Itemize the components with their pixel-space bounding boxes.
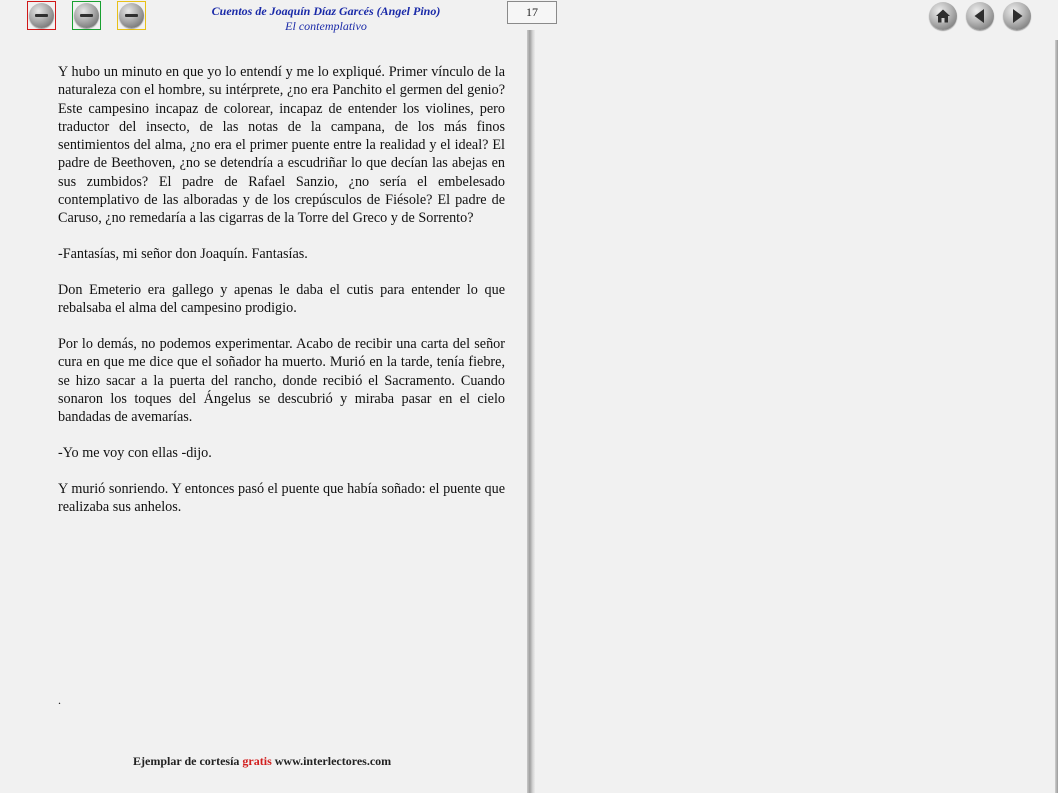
home-icon <box>929 2 957 30</box>
minus-icon <box>29 3 54 28</box>
footer-url[interactable]: www.interlectores.com <box>274 754 392 768</box>
previous-page-icon <box>966 2 994 30</box>
zoom-button[interactable] <box>117 1 146 30</box>
page-divider <box>527 30 535 793</box>
minimize-button[interactable] <box>72 1 101 30</box>
paragraph: Y hubo un minuto en que yo lo entendí y me lo expliqué. Primer vínculo de la naturaleza con el hombre, su intérprete, ¿no era Panchito el germen del genio? Este campesino incapaz de colorear, incapaz de entender los violines, pero traductor del insecto, de las notas de la campana, de los más finos sentimientos del alma, ¿no era el primer puente entre la realidad y el ideal? El padre de Beethoven, ¿no se detendría a escudriñar lo que decían las abejas en sus zumbidos? El padre de Rafael Sanzio, ¿no sería el embelesado contemplativo de las alboradas y de los crepúsculos de Fiésole? El padre de Caruso, ¿no remedaría a las cigarras de la Torre del Greco y de Sorrento? <box>58 64 505 227</box>
home-button[interactable] <box>929 2 957 30</box>
paragraph: -Yo me voy con ellas -dijo. <box>58 445 212 462</box>
story-text <box>58 63 505 534</box>
footer <box>133 754 391 769</box>
document-header <box>150 4 502 34</box>
footer-prefix: Ejemplar de cortesía <box>133 754 240 768</box>
next-page-button[interactable] <box>1003 2 1031 30</box>
minus-icon <box>119 3 144 28</box>
book-title: Cuentos de Joaquín Díaz Garcés (Angel Pino) <box>211 4 441 18</box>
next-page-icon <box>1003 2 1031 30</box>
minus-icon <box>74 3 99 28</box>
paragraph: -Fantasías, mi señor don Joaquín. Fantasías. <box>58 246 308 263</box>
previous-page-button[interactable] <box>966 2 994 30</box>
close-button[interactable] <box>27 1 56 30</box>
paragraph: Por lo demás, no podemos experimentar. Acabo de recibir una carta del señor cura en que me dice que el soñador ha muerto. Murió en la tarde, tenía fiebre, se hizo sacar a la puerta del rancho, donde recibió el Sacramento. Cuando sonaron los toques del Ángelus se descubrió y miraba pasar en el cielo bandadas de avemarías. <box>58 336 505 426</box>
page-number: 17 <box>507 1 557 24</box>
trailing-mark: . <box>58 693 61 707</box>
paragraph: Don Emeterio era gallego y apenas le daba el cutis para entender lo que rebalsaba el alma del campesino prodigio. <box>58 281 505 317</box>
chapter-title: El contemplativo <box>285 19 367 33</box>
footer-gratis: gratis <box>242 754 272 768</box>
paragraph: Y murió sonriendo. Y entonces pasó el puente que había soñado: el puente que realizaba sus anhelos. <box>58 480 505 516</box>
